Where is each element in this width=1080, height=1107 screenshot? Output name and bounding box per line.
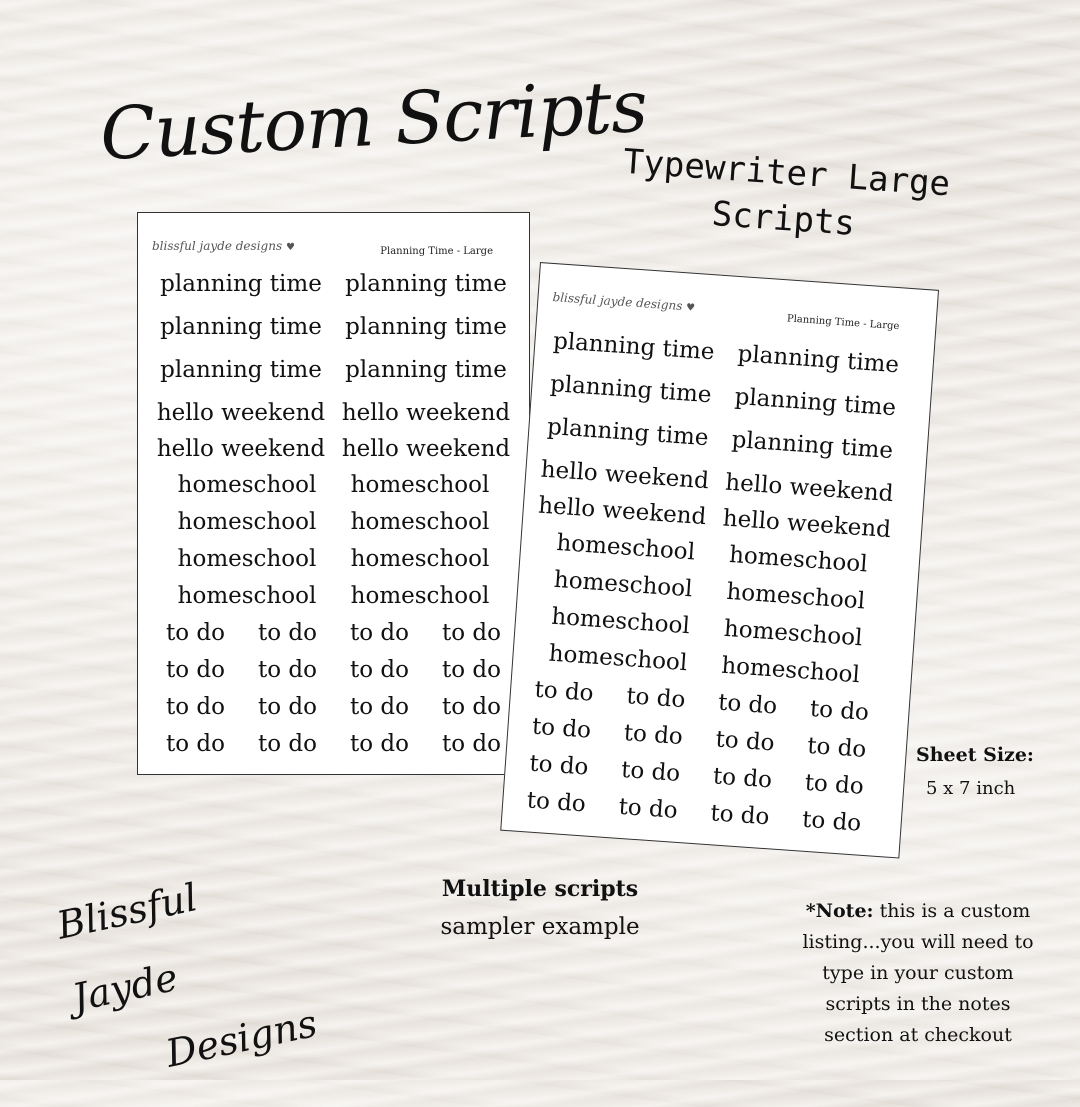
sticker-row bbox=[138, 546, 529, 583]
sticker-item: planning time bbox=[730, 426, 894, 465]
sticker-item: to do bbox=[166, 694, 225, 720]
sticker-item: to do bbox=[803, 769, 865, 800]
heart-icon: ♥ bbox=[685, 302, 696, 314]
sheet-brand-logo bbox=[552, 290, 696, 314]
sticker-item: homeschool bbox=[350, 546, 490, 572]
sticker-item: to do bbox=[350, 731, 409, 757]
note-label: *Note: bbox=[805, 900, 874, 922]
sticker-item: planning time bbox=[345, 357, 507, 383]
sticker-item: homeschool bbox=[177, 472, 317, 498]
sticker-item: planning time bbox=[736, 341, 900, 379]
sticker-item: to do bbox=[526, 787, 587, 818]
sticker-item: to do bbox=[166, 657, 225, 683]
sticker-item: to do bbox=[531, 713, 592, 744]
sticker-grid bbox=[138, 271, 529, 768]
sticker-row bbox=[138, 357, 529, 400]
sticker-row bbox=[138, 583, 529, 620]
sticker-item: hello weekend bbox=[724, 469, 895, 508]
sticker-item: homeschool bbox=[350, 509, 490, 535]
sticker-item: to do bbox=[625, 683, 687, 714]
typewriter-heading-line-1: Typewriter Large bbox=[621, 141, 952, 205]
sticker-row bbox=[138, 657, 529, 694]
typewriter-heading-line-2: Scripts bbox=[710, 193, 857, 244]
sticker-item: homeschool bbox=[547, 640, 689, 677]
sticker-item: to do bbox=[258, 694, 317, 720]
sheet-title: Planning Time - Large bbox=[786, 313, 900, 333]
note-text: this is a custom listing...you will need to type in your custom scripts in the notes section at checkout bbox=[802, 900, 1034, 1046]
sticker-item: planning time bbox=[160, 357, 322, 383]
sticker-item: homeschool bbox=[555, 529, 696, 566]
sticker-item: planning time bbox=[546, 413, 710, 452]
sticker-row bbox=[138, 314, 529, 357]
sheet-brand-logo bbox=[152, 239, 295, 253]
sticker-item: homeschool bbox=[553, 566, 694, 603]
sticker-row bbox=[138, 694, 529, 731]
sticker-item: homeschool bbox=[723, 615, 864, 652]
sticker-item: to do bbox=[166, 620, 225, 646]
sticker-item: to do bbox=[258, 731, 317, 757]
sticker-item: to do bbox=[258, 620, 317, 646]
custom-scripts-heading: Custom Scripts bbox=[98, 63, 649, 177]
sticker-item: to do bbox=[714, 726, 776, 757]
sticker-item: to do bbox=[809, 695, 870, 727]
brand-signature-line-2: Designs bbox=[162, 1001, 321, 1076]
sticker-item: to do bbox=[533, 676, 595, 707]
sticker-item: homeschool bbox=[350, 583, 490, 609]
sticker-item: to do bbox=[620, 756, 682, 787]
sticker-item: planning time bbox=[733, 383, 897, 422]
sheet-brand-text: blissful jayde designs bbox=[152, 239, 283, 253]
sticker-row bbox=[138, 472, 529, 509]
sticker-item: homeschool bbox=[177, 583, 317, 609]
sticker-item: hello weekend bbox=[156, 400, 326, 426]
sticker-item: to do bbox=[258, 657, 317, 683]
sticker-item: planning time bbox=[345, 271, 507, 297]
sticker-item: planning time bbox=[160, 271, 322, 297]
sticker-item: to do bbox=[712, 763, 773, 794]
sticker-item: homeschool bbox=[350, 472, 490, 498]
sticker-item: to do bbox=[806, 732, 868, 763]
sticker-item: hello weekend bbox=[341, 436, 511, 462]
sticker-item: to do bbox=[442, 620, 501, 646]
brand-signature bbox=[50, 836, 350, 1107]
sticker-item: to do bbox=[717, 689, 778, 720]
sticker-item: to do bbox=[528, 750, 590, 781]
sticker-sheet-rotated bbox=[500, 262, 939, 859]
sticker-item: hello weekend bbox=[539, 456, 710, 495]
sticker-item: planning time bbox=[160, 314, 322, 340]
sticker-item: homeschool bbox=[177, 509, 317, 535]
sheet-brand-text: blissful jayde designs bbox=[552, 289, 683, 314]
sticker-item: planning time bbox=[345, 314, 507, 340]
sticker-item: homeschool bbox=[550, 603, 691, 640]
sticker-item: to do bbox=[350, 694, 409, 720]
sticker-item: to do bbox=[442, 657, 501, 683]
sticker-item: planning time bbox=[552, 328, 716, 366]
sticker-item: to do bbox=[442, 694, 501, 720]
sheet-title: Planning Time - Large bbox=[380, 246, 493, 257]
sticker-item: to do bbox=[166, 731, 225, 757]
typewriter-large-heading bbox=[597, 137, 973, 255]
sampler-title: Multiple scripts bbox=[441, 876, 639, 902]
sticker-item: to do bbox=[350, 657, 409, 683]
sticker-row bbox=[138, 271, 529, 314]
sticker-item: homeschool bbox=[728, 541, 869, 578]
sticker-sheet-front bbox=[137, 212, 530, 775]
sticker-item: hello weekend bbox=[537, 492, 708, 531]
sheet-size-label: Sheet Size: bbox=[916, 744, 1034, 766]
sticker-item: hello weekend bbox=[721, 505, 892, 544]
sticker-item: homeschool bbox=[720, 652, 861, 689]
sticker-item: hello weekend bbox=[156, 436, 326, 462]
brand-signature-line-1: Blissful Jayde bbox=[53, 875, 202, 1021]
sticker-item: to do bbox=[442, 731, 501, 757]
sticker-item: planning time bbox=[549, 371, 713, 409]
sticker-item: to do bbox=[350, 620, 409, 646]
sticker-item: to do bbox=[622, 720, 684, 751]
sticker-row bbox=[138, 731, 529, 768]
sampler-subtitle: sampler example bbox=[440, 914, 640, 940]
sticker-item: homeschool bbox=[725, 578, 866, 615]
sheet-size-value: 5 x 7 inch bbox=[926, 778, 1016, 799]
sticker-item: hello weekend bbox=[341, 400, 511, 426]
sticker-item: to do bbox=[617, 793, 679, 824]
heart-icon: ♥ bbox=[285, 242, 295, 253]
sticker-row bbox=[138, 620, 529, 657]
sticker-item: to do bbox=[709, 800, 771, 831]
sticker-item: homeschool bbox=[177, 546, 317, 572]
sticker-item: to do bbox=[801, 806, 862, 837]
custom-listing-note bbox=[788, 896, 1048, 1051]
sticker-row bbox=[138, 400, 529, 436]
sticker-row bbox=[138, 436, 529, 472]
sticker-grid bbox=[494, 326, 926, 850]
sticker-row bbox=[138, 509, 529, 546]
